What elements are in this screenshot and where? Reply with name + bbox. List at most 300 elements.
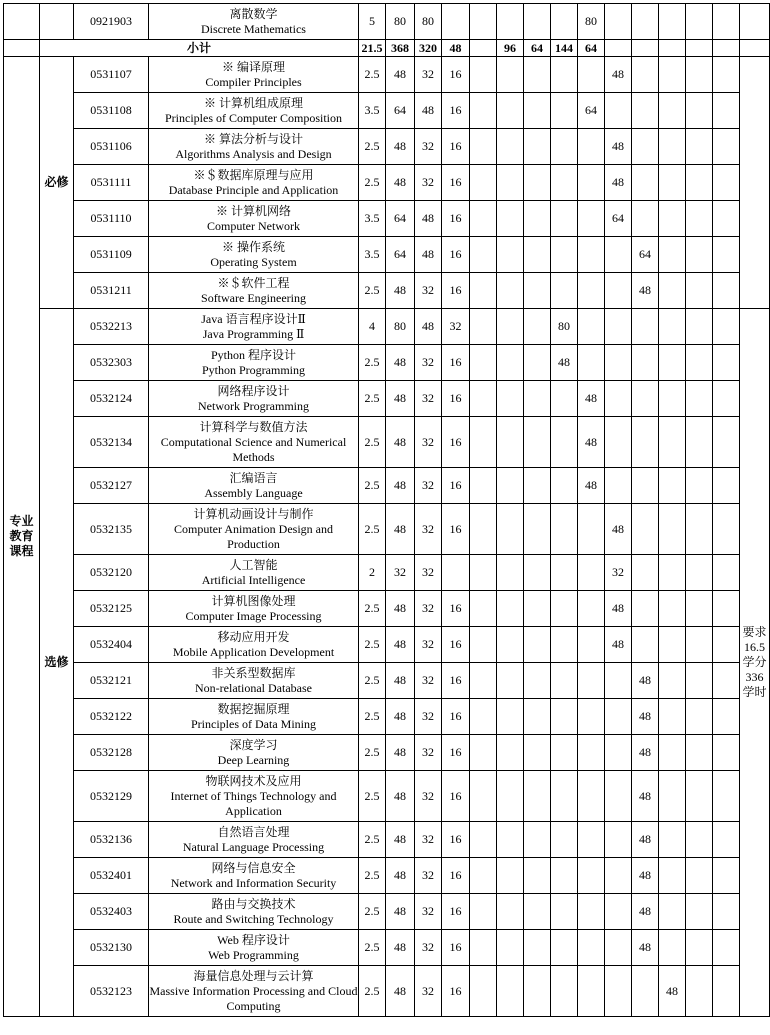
lecture-cell: 32 <box>415 129 442 165</box>
course-name-en: Algorithms Analysis and Design <box>175 146 332 161</box>
lecture-cell: 32 <box>415 273 442 309</box>
semester-cell <box>497 237 524 273</box>
lecture-cell: 32 <box>415 858 442 894</box>
semester-cell <box>524 417 551 468</box>
table-row <box>4 966 770 1017</box>
lab-cell: 16 <box>442 627 470 663</box>
semester-cell <box>713 699 740 735</box>
lab-cell: 16 <box>442 930 470 966</box>
semester-cell <box>605 273 632 309</box>
credits-cell: 2.5 <box>359 417 386 468</box>
semester-cell <box>470 237 497 273</box>
semester-cell <box>686 165 713 201</box>
semester-cell: 48 <box>632 930 659 966</box>
semester-cell <box>578 894 605 930</box>
semester-cell <box>578 555 605 591</box>
course-name-cn: 汇编语言 <box>229 470 278 485</box>
semester-cell <box>659 591 686 627</box>
semester-cell <box>686 663 713 699</box>
course-code: 0531106 <box>74 129 149 165</box>
semester-cell <box>524 57 551 93</box>
semester-cell <box>713 627 740 663</box>
semester-cell <box>551 504 578 555</box>
course-code: 0532120 <box>74 555 149 591</box>
lecture-cell: 32 <box>415 57 442 93</box>
semester-cell <box>497 894 524 930</box>
course-name-cn: 人工智能 <box>229 557 278 572</box>
semester-cell <box>551 4 578 40</box>
table-row <box>4 771 770 822</box>
semester-cell <box>659 273 686 309</box>
semester-cell <box>497 201 524 237</box>
hours-cell: 48 <box>386 129 415 165</box>
semester-cell <box>551 894 578 930</box>
lab-cell <box>442 555 470 591</box>
semester-cell <box>524 273 551 309</box>
semester-cell <box>605 93 632 129</box>
semester-cell <box>632 165 659 201</box>
semester-cell <box>659 381 686 417</box>
course-name-en: Mobile Application Development <box>172 644 335 659</box>
course-name-cn: Web 程序设计 <box>217 932 290 947</box>
lecture-cell: 32 <box>415 165 442 201</box>
semester-cell <box>713 57 740 93</box>
semester-cell <box>686 771 713 822</box>
semester-cell <box>605 930 632 966</box>
semester-cell <box>524 345 551 381</box>
semester-cell <box>605 237 632 273</box>
lab-cell: 16 <box>442 165 470 201</box>
semester-cell <box>605 40 632 57</box>
semester-cell <box>659 735 686 771</box>
lab-cell: 16 <box>442 504 470 555</box>
course-code: 0532127 <box>74 468 149 504</box>
semester-cell <box>497 822 524 858</box>
semester-cell <box>551 129 578 165</box>
course-name-en: Operating System <box>210 254 297 269</box>
semester-cell <box>605 417 632 468</box>
lab-cell: 16 <box>442 699 470 735</box>
semester-cell <box>470 504 497 555</box>
semester-cell <box>524 129 551 165</box>
lecture-cell: 48 <box>415 237 442 273</box>
course-name <box>149 699 359 735</box>
table-row <box>4 468 770 504</box>
semester-cell <box>605 309 632 345</box>
course-code: 0532401 <box>74 858 149 894</box>
course-code: 0532403 <box>74 894 149 930</box>
semester-cell <box>497 93 524 129</box>
semester-cell <box>713 40 740 57</box>
lecture-cell: 32 <box>415 735 442 771</box>
semester-cell <box>470 273 497 309</box>
table-row <box>4 165 770 201</box>
semester-cell <box>551 771 578 822</box>
semester-cell <box>713 771 740 822</box>
course-name-en: Principles of Data Mining <box>191 716 316 731</box>
semester-cell: 32 <box>605 555 632 591</box>
curriculum-table <box>3 3 770 1017</box>
semester-cell: 48 <box>605 591 632 627</box>
semester-cell <box>497 771 524 822</box>
credits-cell: 2.5 <box>359 822 386 858</box>
semester-cell <box>497 858 524 894</box>
category-label-text: 专业 教育 课程 <box>9 514 34 558</box>
credits-cell: 2.5 <box>359 129 386 165</box>
semester-cell <box>659 699 686 735</box>
lab-cell: 16 <box>442 381 470 417</box>
semester-cell: 48 <box>605 129 632 165</box>
semester-cell <box>497 930 524 966</box>
semester-cell <box>578 930 605 966</box>
lecture-cell: 32 <box>415 591 442 627</box>
semester-cell <box>605 699 632 735</box>
lecture-cell: 32 <box>415 966 442 1017</box>
semester-cell <box>713 237 740 273</box>
semester-cell <box>659 129 686 165</box>
course-name <box>149 822 359 858</box>
lab-cell: 16 <box>442 237 470 273</box>
course-name <box>149 237 359 273</box>
semester-cell <box>713 381 740 417</box>
course-name <box>149 627 359 663</box>
semester-cell <box>659 771 686 822</box>
lecture-cell: 80 <box>415 4 442 40</box>
semester-cell <box>713 504 740 555</box>
elective-requirement-note: 要求 16.5 学分 336 学时 <box>740 309 770 1017</box>
semester-cell <box>713 201 740 237</box>
semester-cell <box>605 966 632 1017</box>
course-code: 0531111 <box>74 165 149 201</box>
course-name-cn: 数据挖掘原理 <box>217 701 290 716</box>
semester-cell <box>686 555 713 591</box>
semester-cell <box>632 591 659 627</box>
semester-cell <box>605 822 632 858</box>
semester-cell: 48 <box>605 627 632 663</box>
semester-cell <box>713 822 740 858</box>
lecture-cell: 48 <box>415 93 442 129</box>
semester-cell <box>551 555 578 591</box>
subtotal-lab: 48 <box>442 40 470 57</box>
course-name-cn: ※ 计算机组成原理 <box>203 95 303 110</box>
semester-cell <box>524 555 551 591</box>
semester-cell <box>632 555 659 591</box>
course-name-cn: 计算机动画设计与制作 <box>193 506 314 521</box>
lab-cell: 32 <box>442 309 470 345</box>
semester-cell <box>632 345 659 381</box>
semester-cell <box>470 930 497 966</box>
credits-cell: 2.5 <box>359 345 386 381</box>
semester-cell <box>659 165 686 201</box>
semester-cell <box>524 735 551 771</box>
credits-cell: 2.5 <box>359 894 386 930</box>
semester-cell <box>659 930 686 966</box>
semester-cell <box>578 165 605 201</box>
semester-cell <box>713 129 740 165</box>
course-name <box>149 504 359 555</box>
semester-cell <box>551 273 578 309</box>
hours-cell: 48 <box>386 345 415 381</box>
course-code: 0532121 <box>74 663 149 699</box>
semester-cell <box>578 345 605 381</box>
lab-cell: 16 <box>442 129 470 165</box>
semester-cell <box>551 930 578 966</box>
semester-cell <box>470 555 497 591</box>
semester-cell: 48 <box>632 273 659 309</box>
course-name-en: Software Engineering <box>201 290 306 305</box>
semester-cell <box>578 627 605 663</box>
table-row <box>4 129 770 165</box>
category-cell-top <box>4 40 40 57</box>
subtotal-label: 小计 <box>40 40 359 57</box>
course-name <box>149 417 359 468</box>
lab-cell: 16 <box>442 591 470 627</box>
course-name-cn: 自然语言处理 <box>217 824 290 839</box>
semester-cell <box>686 591 713 627</box>
semester-cell <box>659 201 686 237</box>
semester-cell <box>578 699 605 735</box>
semester-cell <box>605 735 632 771</box>
hours-cell: 80 <box>386 4 415 40</box>
course-name <box>149 129 359 165</box>
lab-cell: 16 <box>442 663 470 699</box>
semester-cell <box>632 40 659 57</box>
semester-cell <box>632 4 659 40</box>
credits-cell: 2.5 <box>359 165 386 201</box>
subtotal-lecture: 320 <box>415 40 442 57</box>
lab-cell: 16 <box>442 771 470 822</box>
lecture-cell: 32 <box>415 771 442 822</box>
lab-cell: 16 <box>442 417 470 468</box>
lecture-cell: 48 <box>415 201 442 237</box>
credits-cell: 2.5 <box>359 735 386 771</box>
lab-cell: 16 <box>442 822 470 858</box>
lab-cell: 16 <box>442 468 470 504</box>
course-code: 0532124 <box>74 381 149 417</box>
semester-cell <box>686 381 713 417</box>
semester-cell <box>578 591 605 627</box>
semester-cell <box>686 237 713 273</box>
semester-cell <box>470 771 497 822</box>
semester-cell <box>686 966 713 1017</box>
course-name-cn: ※＄数据库原理与应用 <box>193 167 314 182</box>
semester-cell <box>605 771 632 822</box>
semester-cell: 48 <box>578 417 605 468</box>
lecture-cell: 32 <box>415 663 442 699</box>
hours-cell: 48 <box>386 165 415 201</box>
semester-cell <box>497 504 524 555</box>
semester-cell <box>578 858 605 894</box>
course-name-cn: ※＄软件工程 <box>217 275 290 290</box>
course-name-cn: 离散数学 <box>229 6 278 21</box>
course-name <box>149 966 359 1017</box>
lab-cell <box>442 4 470 40</box>
semester-cell: 80 <box>551 309 578 345</box>
table-row <box>4 930 770 966</box>
course-name-en: Web Programming <box>208 947 299 962</box>
course-name <box>149 309 359 345</box>
semester-cell <box>686 417 713 468</box>
category-label <box>4 57 40 1017</box>
course-name-cn: 深度学习 <box>229 737 278 752</box>
hours-cell: 48 <box>386 663 415 699</box>
course-name <box>149 57 359 93</box>
table-row <box>4 273 770 309</box>
subtotal-semester: 64 <box>578 40 605 57</box>
semester-cell <box>632 627 659 663</box>
lab-cell: 16 <box>442 93 470 129</box>
semester-cell <box>686 273 713 309</box>
table-row <box>4 309 770 345</box>
subtotal-semester: 96 <box>497 40 524 57</box>
table-row <box>4 894 770 930</box>
hours-cell: 48 <box>386 771 415 822</box>
semester-cell <box>578 309 605 345</box>
semester-cell <box>632 417 659 468</box>
semester-cell <box>686 309 713 345</box>
credits-cell: 2.5 <box>359 504 386 555</box>
course-name <box>149 468 359 504</box>
table-row <box>4 663 770 699</box>
semester-cell <box>686 735 713 771</box>
semester-cell <box>524 822 551 858</box>
hours-cell: 48 <box>386 930 415 966</box>
semester-cell <box>713 894 740 930</box>
hours-cell: 64 <box>386 237 415 273</box>
hours-cell: 48 <box>386 735 415 771</box>
course-code: 0532128 <box>74 735 149 771</box>
course-name-en: Python Programming <box>201 362 305 377</box>
course-code: 0532136 <box>74 822 149 858</box>
course-code: 0532303 <box>74 345 149 381</box>
course-name-en: Compiler Principles <box>205 74 302 89</box>
semester-cell <box>551 93 578 129</box>
semester-cell <box>497 699 524 735</box>
semester-cell <box>470 966 497 1017</box>
credits-cell: 2.5 <box>359 771 386 822</box>
semester-cell <box>605 468 632 504</box>
lab-cell: 16 <box>442 57 470 93</box>
hours-cell: 48 <box>386 699 415 735</box>
note-cell <box>740 57 770 309</box>
semester-cell <box>551 858 578 894</box>
semester-cell <box>551 165 578 201</box>
semester-cell <box>497 57 524 93</box>
semester-cell <box>470 40 497 57</box>
hours-cell: 80 <box>386 309 415 345</box>
semester-cell <box>497 555 524 591</box>
semester-cell <box>686 40 713 57</box>
course-name <box>149 771 359 822</box>
semester-cell <box>605 858 632 894</box>
credits-cell: 2.5 <box>359 591 386 627</box>
required-label: 必修 <box>40 57 74 309</box>
course-code: 0531211 <box>74 273 149 309</box>
course-name-en: Network Programming <box>198 398 309 413</box>
semester-cell <box>470 57 497 93</box>
semester-cell <box>686 822 713 858</box>
semester-cell <box>632 129 659 165</box>
course-name-en: Network and Information Security <box>170 875 337 890</box>
credits-cell: 3.5 <box>359 237 386 273</box>
semester-cell <box>470 591 497 627</box>
course-name <box>149 591 359 627</box>
course-name <box>149 273 359 309</box>
semester-cell <box>551 468 578 504</box>
semester-cell: 48 <box>578 468 605 504</box>
lecture-cell: 32 <box>415 930 442 966</box>
credits-cell: 3.5 <box>359 201 386 237</box>
semester-cell <box>551 591 578 627</box>
semester-cell: 48 <box>605 165 632 201</box>
semester-cell: 48 <box>632 699 659 735</box>
semester-cell <box>632 201 659 237</box>
semester-cell <box>659 237 686 273</box>
semester-cell <box>524 699 551 735</box>
semester-cell <box>713 966 740 1017</box>
semester-cell <box>686 858 713 894</box>
semester-cell <box>578 735 605 771</box>
hours-cell: 64 <box>386 201 415 237</box>
semester-cell <box>470 309 497 345</box>
lab-cell: 16 <box>442 735 470 771</box>
course-name <box>149 663 359 699</box>
course-code: 0532122 <box>74 699 149 735</box>
semester-cell <box>470 468 497 504</box>
course-name-en: Route and Switching Technology <box>173 911 334 926</box>
course-name-cn: 计算机图像处理 <box>211 593 296 608</box>
lecture-cell: 32 <box>415 468 442 504</box>
semester-cell <box>524 591 551 627</box>
semester-cell <box>632 468 659 504</box>
semester-cell <box>470 93 497 129</box>
hours-cell: 48 <box>386 591 415 627</box>
semester-cell <box>713 309 740 345</box>
course-code: 0532213 <box>74 309 149 345</box>
semester-cell <box>659 93 686 129</box>
table-row <box>4 822 770 858</box>
semester-cell <box>659 468 686 504</box>
course-name-cn: 网络与信息安全 <box>211 860 296 875</box>
semester-cell: 48 <box>659 966 686 1017</box>
lecture-cell: 32 <box>415 417 442 468</box>
semester-cell: 48 <box>632 858 659 894</box>
semester-cell <box>659 57 686 93</box>
semester-cell: 48 <box>632 771 659 822</box>
table-row <box>4 504 770 555</box>
semester-cell <box>686 930 713 966</box>
semester-cell: 48 <box>632 822 659 858</box>
course-name-en: Assembly Language <box>204 485 303 500</box>
semester-cell: 48 <box>605 57 632 93</box>
semester-cell <box>524 468 551 504</box>
semester-cell <box>578 129 605 165</box>
course-code: 0532129 <box>74 771 149 822</box>
semester-cell <box>686 468 713 504</box>
semester-cell <box>578 663 605 699</box>
semester-cell <box>551 966 578 1017</box>
lecture-cell: 32 <box>415 627 442 663</box>
course-name-en: Computer Image Processing <box>185 608 322 623</box>
semester-cell <box>686 57 713 93</box>
hours-cell: 48 <box>386 381 415 417</box>
semester-cell <box>686 894 713 930</box>
credits-cell: 2.5 <box>359 627 386 663</box>
lab-cell: 16 <box>442 201 470 237</box>
semester-cell <box>551 381 578 417</box>
semester-cell: 48 <box>632 735 659 771</box>
semester-cell <box>578 237 605 273</box>
